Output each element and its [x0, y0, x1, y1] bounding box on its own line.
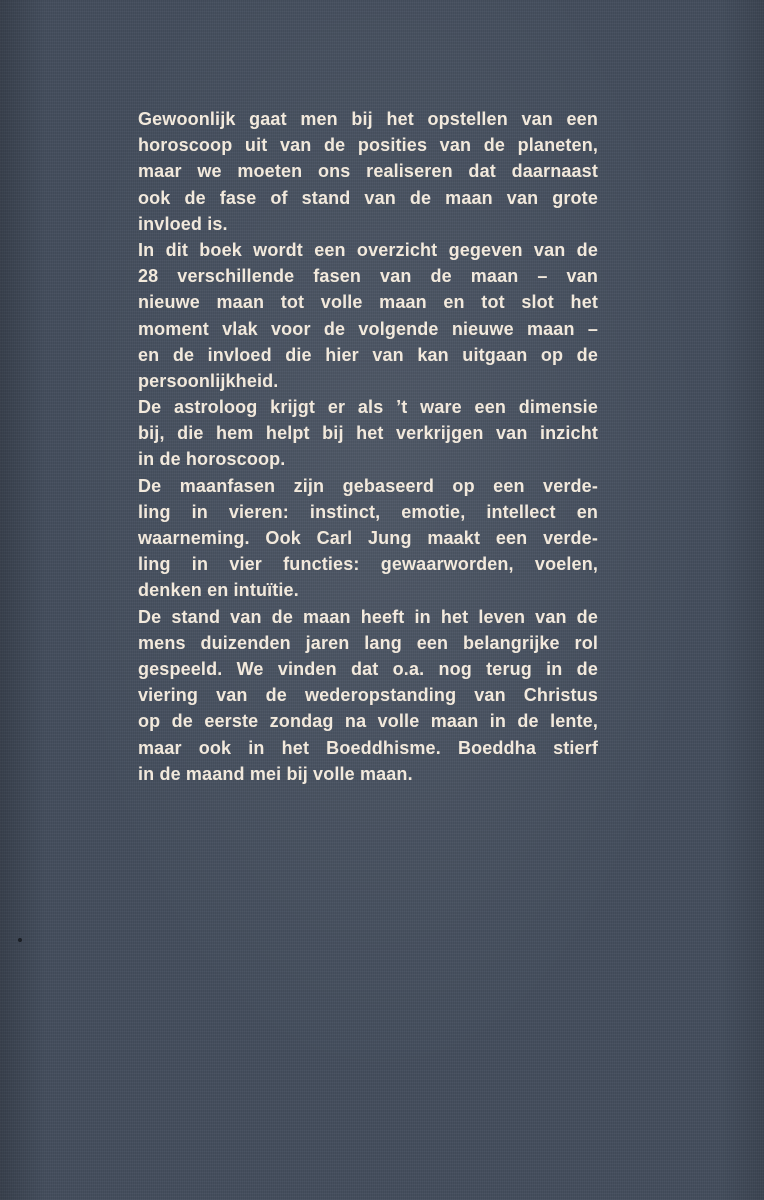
- blurb-paragraph-1: [138, 106, 598, 237]
- blurb-line: ling in vier functies: gewaarworden, voelen,: [138, 554, 598, 575]
- blurb-line: De stand van de maan heeft in het leven van de: [138, 606, 598, 627]
- blurb-line: ling in vieren: instinct, emotie, intellect en: [138, 501, 598, 522]
- blurb-line: De maanfasen zijn gebaseerd op een verde-: [138, 475, 598, 496]
- blurb-line: maar we moeten ons realiseren dat daarnaast: [138, 161, 598, 182]
- blurb-line: horoscoop uit van de posities van de planeten,: [138, 135, 598, 156]
- blurb-line: Gewoonlijk gaat men bij het opstellen van een: [138, 109, 598, 129]
- blurb-line: bij, die hem helpt bij het verkrijgen van inzicht: [138, 423, 598, 444]
- blurb-paragraph-2: [138, 237, 598, 394]
- blurb-paragraph-4: [138, 473, 598, 604]
- blurb-line: persoonlijkheid.: [138, 370, 279, 391]
- blurb-line: op de eerste zondag na volle maan in de lente,: [138, 711, 598, 732]
- blurb-line: De astroloog krijgt er als ’t ware een dimensie: [138, 397, 598, 418]
- blurb-line: viering van de wederopstanding van Christus: [138, 685, 598, 706]
- back-cover-blurb: [138, 106, 598, 787]
- blurb-paragraph-3: [138, 394, 598, 473]
- blurb-line: en de invloed die hier van kan uitgaan op de: [138, 344, 598, 365]
- blurb-line: invloed is.: [138, 213, 228, 234]
- blurb-line: 28 verschillende fasen van de maan – van: [138, 266, 598, 287]
- blurb-line: waarneming. Ook Carl Jung maakt een verde-: [138, 528, 598, 548]
- cover-speck: [18, 938, 22, 942]
- blurb-line: ook de fase of stand van de maan van grote: [138, 187, 598, 208]
- blurb-line: nieuwe maan tot volle maan en tot slot het: [138, 292, 598, 313]
- blurb-line: denken en intuïtie.: [138, 580, 299, 601]
- blurb-line: mens duizenden jaren lang een belangrijke rol: [138, 632, 598, 653]
- blurb-line: moment vlak voor de volgende nieuwe maan –: [138, 318, 598, 339]
- blurb-line: in de maand mei bij volle maan.: [138, 763, 413, 784]
- blurb-line: in de horoscoop.: [138, 449, 286, 470]
- blurb-line: In dit boek wordt een overzicht gegeven van de: [138, 239, 598, 260]
- blurb-line: gespeeld. We vinden dat o.a. nog terug in de: [138, 658, 598, 679]
- blurb-line: maar ook in het Boeddhisme. Boeddha stierf: [138, 737, 598, 758]
- blurb-paragraph-5: [138, 604, 598, 787]
